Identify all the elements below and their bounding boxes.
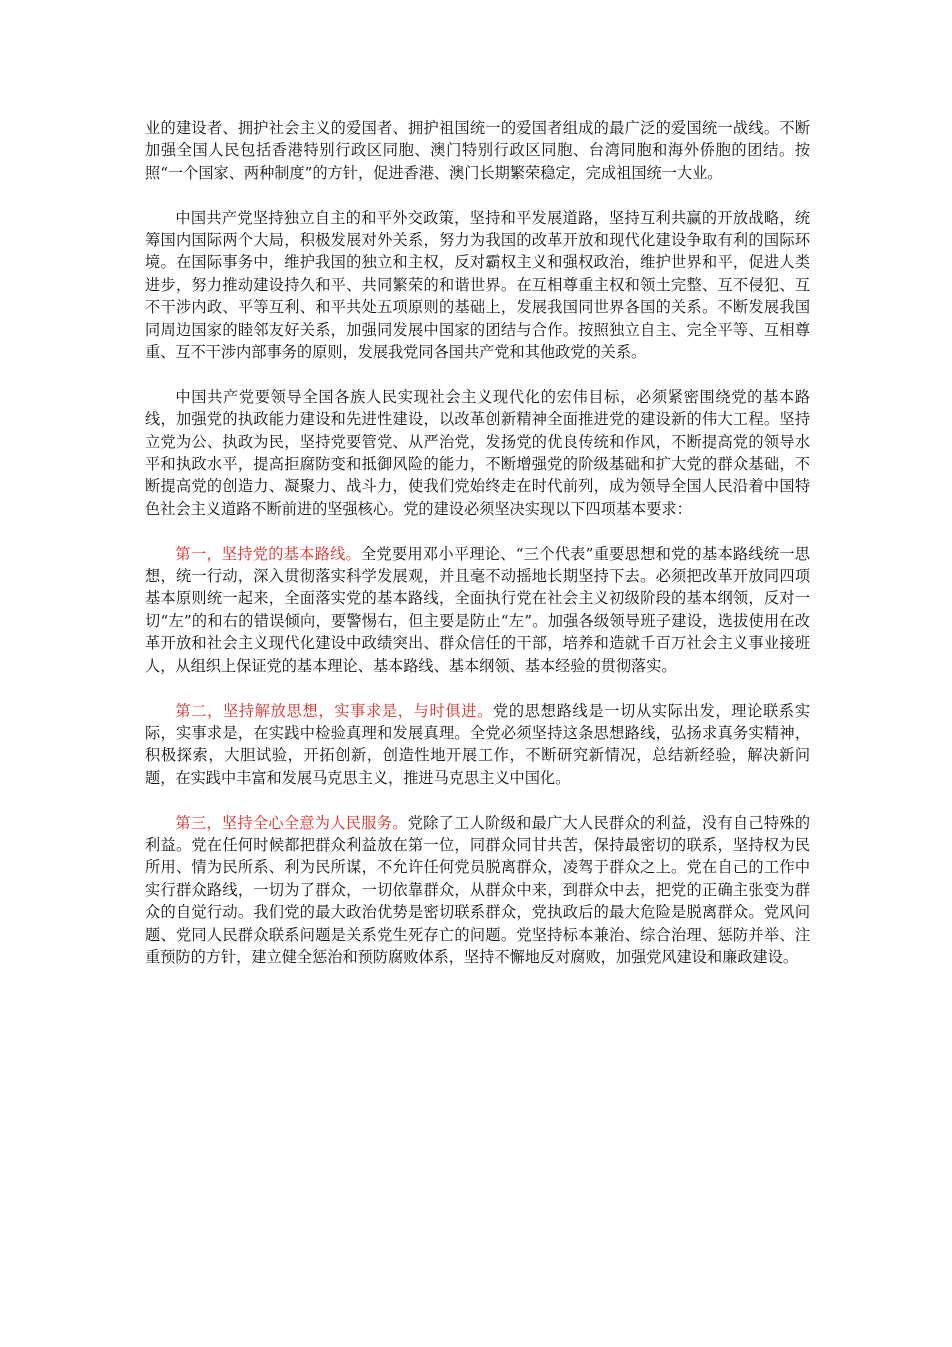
paragraph-requirement-two: [145, 700, 810, 790]
paragraph-requirement-one: [145, 543, 810, 677]
paragraph-party-building: [145, 386, 810, 520]
requirement-heading: 第二，坚持解放思想，实事求是，与时俱进。: [175, 701, 494, 720]
paragraph-foreign-policy: [145, 207, 810, 364]
paragraph-text: 业的建设者、拥护社会主义的爱国者、拥护祖国统一的爱国者组成的最广泛的爱国统一战线。不断加强全国人民包括香港特别行政区同胞、澳门特别行政区同胞、台湾同胞和海外侨胞的团结。按照“一个国家、两种制度”的方针，促进香港、澳门长期繁荣稳定，完成祖国统一大业。: [145, 119, 810, 182]
paragraph-text: 中国共产党要领导全国各族人民实现社会主义现代化的宏伟目标，必须紧密围绕党的基本路线，加强党的执政能力建设和先进性建设，以改革创新精神全面推进党的建设新的伟大工程。坚持立党为公、执政为民，坚持党要管党、从严治党，发扬党的优良传统和作风，不断提高党的领导水平和执政水平，提高拒腐防变和抵御风险的能力，不断增强党的阶级基础和扩大党的群众基础，不断提高党的创造力、凝聚力、战斗力，使我们党始终走在时代前列，成为领导全国人民沿着中国特色社会主义道路不断前进的坚强核心。党的建设必须坚决实现以下四项基本要求：: [145, 387, 810, 518]
requirement-heading: 第一，坚持党的基本路线。: [175, 544, 362, 563]
paragraph-requirement-three: [145, 812, 810, 969]
requirement-heading: 第三，坚持全心全意为人民服务。: [175, 813, 408, 832]
paragraph-text: 全党要用邓小平理论、“三个代表”重要思想和党的基本路线统一思想，统一行动，深入贯彻落实科学发展观，并且毫不动摇地长期坚持下去。必须把改革开放同四项基本原则统一起来，全面落实党的基本路线，全面执行党在社会主义初级阶段的基本纲领，反对一切“左”的和右的错误倾向，要警惕右，但主要是防止“左”。加强各级领导班子建设，选拔使用在改革开放和社会主义现代化建设中政绩突出、群众信任的干部，培养和造就千百万社会主义事业接班人，从组织上保证党的基本理论、基本路线、基本纲领、基本经验的贯彻落实。: [145, 544, 810, 675]
paragraph-text: 党的思想路线是一切从实际出发，理论联系实际，实事求是，在实践中检验真理和发展真理。全党必须坚持这条思想路线，弘扬求真务实精神，积极探索，大胆试验，开拓创新，创造性地开展工作，不断研究新情况，总结新经验，解决新问题，在实践中丰富和发展马克思主义，推进马克思主义中国化。: [145, 701, 811, 787]
paragraph-text: 党除了工人阶级和最广大人民群众的利益，没有自己特殊的利益。党在任何时候都把群众利益放在第一位，同群众同甘共苦，保持最密切的联系，坚持权为民所用、情为民所系、利为民所谋，不允许任何党员脱离群众，凌驾于群众之上。党在自己的工作中实行群众路线，一切为了群众，一切依靠群众，从群众中来，到群众中去，把党的正确主张变为群众的自觉行动。我们党的最大政治优势是密切联系群众，党执政后的最大危险是脱离群众。党风问题、党同人民群众联系问题是关系党生死存亡的问题。党坚持标本兼治、综合治理、惩防并举、注重预防的方针，建立健全惩治和预防腐败体系，坚持不懈地反对腐败，加强党风建设和廉政建设。: [145, 813, 811, 966]
document-body: [145, 117, 810, 991]
paragraph-united-front: [145, 117, 810, 184]
paragraph-text: 中国共产党坚持独立自主的和平外交政策，坚持和平发展道路，坚持互利共赢的开放战略，统筹国内国际两个大局，积极发展对外关系，努力为我国的改革开放和现代化建设争取有利的国际环境。在国际事务中，维护我国的独立和主权，反对霸权主义和强权政治，维护世界和平，促进人类进步，努力推动建设持久和平、共同繁荣的和谐世界。在互相尊重主权和领土完整、互不侵犯、互不干涉内政、平等互利、和平共处五项原则的基础上，发展我国同世界各国的关系。不断发展我国同周边国家的睦邻友好关系，加强同发展中国家的团结与合作。按照独立自主、完全平等、互相尊重、互不干涉内部事务的原则，发展我党同各国共产党和其他政党的关系。: [145, 208, 810, 362]
